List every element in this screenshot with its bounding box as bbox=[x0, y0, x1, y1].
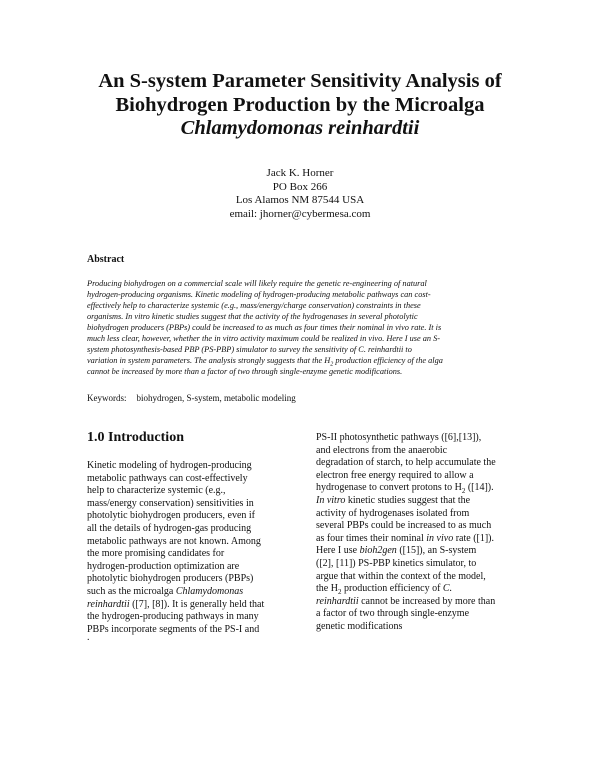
text-line bbox=[316, 596, 526, 609]
abstract-body bbox=[87, 278, 517, 377]
author-address-1: PO Box 266 bbox=[272, 180, 328, 193]
title-line-3: Chlamydomonas reinhardtii bbox=[180, 117, 420, 139]
abstract-subscript: 2 bbox=[330, 361, 334, 368]
text-subscript: 2 bbox=[337, 588, 342, 597]
text-line: metabolic pathways can cost-effectively bbox=[87, 472, 248, 484]
trailing-dot: . bbox=[87, 632, 90, 643]
abstract-line bbox=[87, 355, 517, 366]
text-line: the more promising candidates for bbox=[87, 548, 225, 560]
text-line bbox=[316, 533, 526, 546]
text-part: ([7], [8]). It is generally held that bbox=[129, 598, 265, 610]
abstract-line: biohydrogen producers (PBPs) could be increased to as much as four times their nominal in vivo rate. It is bbox=[87, 323, 442, 332]
text-line bbox=[316, 482, 526, 495]
text-part: kinetic studies suggest that the bbox=[345, 494, 471, 506]
abstract-line: much less clear, however, whether the in vitro activity maximum could be realized in vivo. Here I use an S- bbox=[87, 334, 440, 343]
intro-right-column bbox=[316, 432, 526, 634]
abstract-heading: Abstract bbox=[87, 254, 125, 265]
text-line: photolytic biohydrogen producers, even if bbox=[87, 510, 256, 522]
text-part: production efficiency of bbox=[341, 583, 443, 595]
text-part: ([15]), an S-system bbox=[396, 545, 477, 557]
intro-left-text bbox=[87, 460, 287, 636]
text-part: the H bbox=[316, 583, 338, 595]
text-part: rate ([1]). bbox=[453, 532, 495, 544]
text-line: photolytic biohydrogen producers (PBPs) bbox=[87, 573, 254, 585]
text-line: genetic modifications bbox=[316, 620, 403, 632]
text-line: a factor of two through single-enzyme bbox=[316, 608, 470, 620]
keywords-label: Keywords: bbox=[87, 393, 127, 403]
text-line: PBPs incorporate segments of the PS-I and bbox=[87, 623, 260, 635]
abstract-line: system photosynthesis-based PBP (PS-PBP) simulator to survey the sensitivity of C. reinhardtii to bbox=[87, 345, 412, 354]
text-line: hydrogen-production optimization are bbox=[87, 560, 240, 572]
text-part: hydrogenase to convert protons to H bbox=[316, 482, 462, 494]
text-italic: Chlamydomonas bbox=[175, 585, 244, 597]
paper-title bbox=[60, 70, 540, 141]
text-italic: reinhardtii bbox=[87, 598, 130, 610]
text-italic: reinhardtii bbox=[316, 595, 359, 607]
abstract-line-part: variation in system parameters. The analysis strongly suggests that the H bbox=[87, 356, 331, 365]
text-line bbox=[316, 583, 526, 596]
text-line: and electrons from the anaerobic bbox=[316, 444, 448, 456]
author-address-2: Los Alamos NM 87544 USA bbox=[235, 194, 365, 206]
abstract-line: cannot be increased by more than a factor of two through single-enzyme genetic modifications. bbox=[87, 367, 403, 376]
author-email: email: jhorner@cybermesa.com bbox=[229, 207, 371, 220]
author-name: Jack K. Horner bbox=[266, 167, 334, 179]
text-part: as four times their nominal bbox=[316, 532, 427, 544]
abstract-line: hydrogen-producing organisms. Kinetic modeling of hydrogen-producing metabolic pathways can cost- bbox=[87, 290, 431, 299]
text-line: Kinetic modeling of hydrogen-producing bbox=[87, 460, 252, 471]
text-part: such as the microalga bbox=[87, 585, 176, 597]
text-part: ([14]). bbox=[465, 482, 494, 494]
title-line-2: Biohydrogen Production by the Microalga bbox=[115, 93, 485, 116]
section-heading: 1.0 Introduction bbox=[87, 430, 184, 445]
abstract-line: organisms. In vitro kinetic studies suggest that the activity of the hydrogenases in several photolytic bbox=[87, 312, 418, 321]
abstract-line: effectively help to characterize systemic (e.g., mass/energy/charge conservation) constraints in these bbox=[87, 301, 421, 310]
text-subscript: 2 bbox=[461, 487, 466, 496]
abstract-line: Producing biohydrogen on a commercial scale will likely require the genetic re-engineering of natural bbox=[87, 279, 427, 288]
text-line: argue that within the context of the model, bbox=[316, 570, 486, 582]
text-line bbox=[87, 599, 287, 612]
text-italic: In vitro bbox=[316, 494, 346, 506]
text-line: activity of hydrogenases isolated from bbox=[316, 507, 470, 519]
title-line-1: An S-system Parameter Sensitivity Analysis of bbox=[98, 70, 502, 92]
text-line: help to characterize systemic (e.g., bbox=[87, 485, 226, 497]
text-part: Here I use bbox=[316, 545, 360, 557]
text-line: the hydrogen-producing pathways in many bbox=[87, 611, 259, 623]
author-block bbox=[150, 167, 450, 221]
intro-left-column bbox=[87, 430, 287, 636]
text-line: ([2], [11]) PS-PBP kinetics simulator, to bbox=[316, 557, 477, 569]
text-line: electron free energy required to allow a bbox=[316, 469, 474, 481]
text-line bbox=[316, 545, 526, 558]
abstract-line-part: production efficiency of the alga bbox=[333, 356, 443, 365]
text-line: all the details of hydrogen-gas producing bbox=[87, 522, 252, 534]
intro-right-text bbox=[316, 432, 526, 634]
text-line bbox=[316, 495, 526, 508]
text-italic: C. bbox=[442, 583, 453, 595]
text-italic: bioh2gen bbox=[359, 545, 397, 557]
text-line: PS-II photosynthetic pathways ([6],[13]), bbox=[316, 432, 482, 443]
text-line: degradation of starch, to help accumulate the bbox=[316, 457, 496, 469]
text-italic: in vivo bbox=[426, 532, 454, 544]
text-line bbox=[87, 586, 287, 599]
text-line: mass/energy conservation) sensitivities in bbox=[87, 497, 254, 509]
text-part: cannot be increased by more than bbox=[358, 595, 496, 607]
keywords bbox=[87, 393, 296, 404]
text-line: several PBPs could be increased to as much bbox=[316, 520, 492, 532]
keywords-value: biohydrogen, S-system, metabolic modeling bbox=[136, 393, 296, 403]
text-line: metabolic pathways are not known. Among bbox=[87, 535, 261, 547]
